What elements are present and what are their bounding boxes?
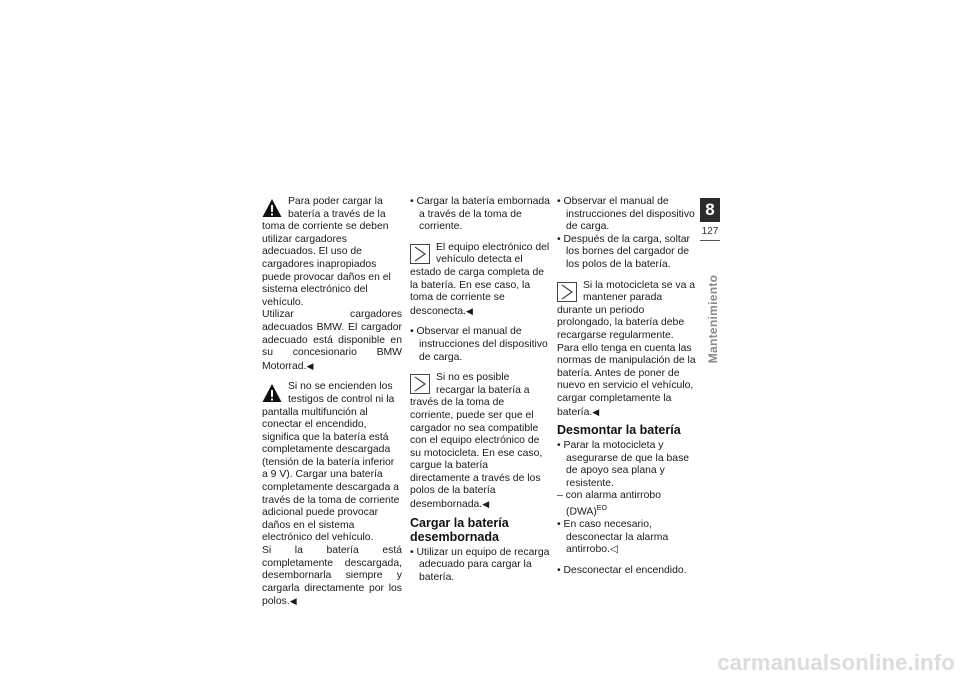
end-marker-icon: ◀ — [482, 499, 490, 510]
list-item: • Observar el manual de instrucciones del dispositivo de carga. — [557, 196, 695, 233]
info-note: Si no es posible recargar la batería a través de la toma de corriente, puede ser que el cargador no sea compatible con el equipo electrónico de su motocicleta. En ese caso, cargue la batería directamente a través de los polos de la batería desembornada.◀ — [410, 372, 543, 511]
list-item: • Observar el manual de instrucciones del dispositivo de carga. — [410, 326, 548, 363]
end-marker-icon: ◀ — [466, 305, 473, 316]
end-marker-icon: ◀ — [592, 406, 600, 417]
warning-note-2-continued: Si la batería está completamente descargada, desembornarla siempre y cargarla directamente por los polos.◀ — [262, 545, 402, 608]
warning-note-1-continued: Utilizar cargadores adecuados BMW. El cargador adecuado está disponible en su concesionario BMW Motorrad.◀ — [262, 309, 402, 372]
info-arrow-icon — [410, 244, 430, 264]
list-item: • En caso necesario, desconectar la alarma antirrobo.◁ — [557, 519, 669, 556]
list-item: • Después de la carga, soltar los bornes del cargador de los polos de la batería. — [557, 233, 691, 270]
condition-item: – con alarma antirrobo (DWA)$^{EO}$ — [557, 490, 661, 518]
end-marker-icon: ◀ — [306, 360, 314, 371]
chapter-number-tab: 8 — [700, 198, 720, 222]
warning-note-2: Si no se encienden los testigos de control ni la pantalla multifunción al conectar el encendido, significa que la batería está completamente descargada (tensión de la batería inferior a 9 V). Cargar una batería completamente descargada a través de la toma de corriente adicional puede provocar daños en el sistema electrónico del vehículo. — [262, 381, 400, 544]
info-note: El equipo electrónico del vehículo detecta el estado de carga completa de la batería. En ese caso, la toma de corriente se desconecta.◀ — [410, 241, 550, 317]
column-2 — [410, 196, 550, 584]
column-3 — [557, 196, 697, 578]
warning-triangle-icon — [262, 383, 282, 403]
end-marker-open-icon: ◁ — [609, 544, 618, 556]
info-note: Si la motocicleta se va a mantener parada durante un periodo prolongado, la batería debe recargarse regularmente. Para ello tenga en cuenta las normas de manipulación de la batería. Antes de poner de nuevo en servicio el vehículo, cargar completamente la batería.◀ — [557, 279, 696, 418]
info-arrow-icon — [410, 374, 430, 394]
list-item: • Desconectar el encendido. — [557, 564, 687, 576]
list-item: • Utilizar un equipo de recarga adecuado para cargar la batería. — [410, 546, 550, 583]
end-marker-icon: ◀ — [289, 596, 297, 607]
watermark: carmanualsonline.info — [717, 650, 955, 675]
section-heading: Cargar la batería desembornada — [410, 515, 509, 544]
list-item: • Parar la motocicleta y asegurarse de que la base de apoyo sea plana y resistente. — [557, 440, 690, 489]
info-arrow-icon — [557, 282, 577, 302]
warning-triangle-icon — [262, 198, 282, 218]
section-heading: Desmontar la batería — [557, 423, 681, 438]
chapter-title-vertical: Mantenimiento — [706, 274, 720, 364]
divider — [700, 240, 720, 241]
list-item: • Cargar la batería embornada a través de la toma de corriente. — [410, 196, 550, 233]
page-number: 127 — [701, 226, 719, 237]
warning-note-1: Para poder cargar la batería a través de la toma de corriente se deben utilizar cargadores adecuados. El uso de cargadores inapropiados puede provocar daños en el sistema electrónico del vehículo. — [262, 196, 391, 308]
column-1 — [262, 196, 402, 609]
